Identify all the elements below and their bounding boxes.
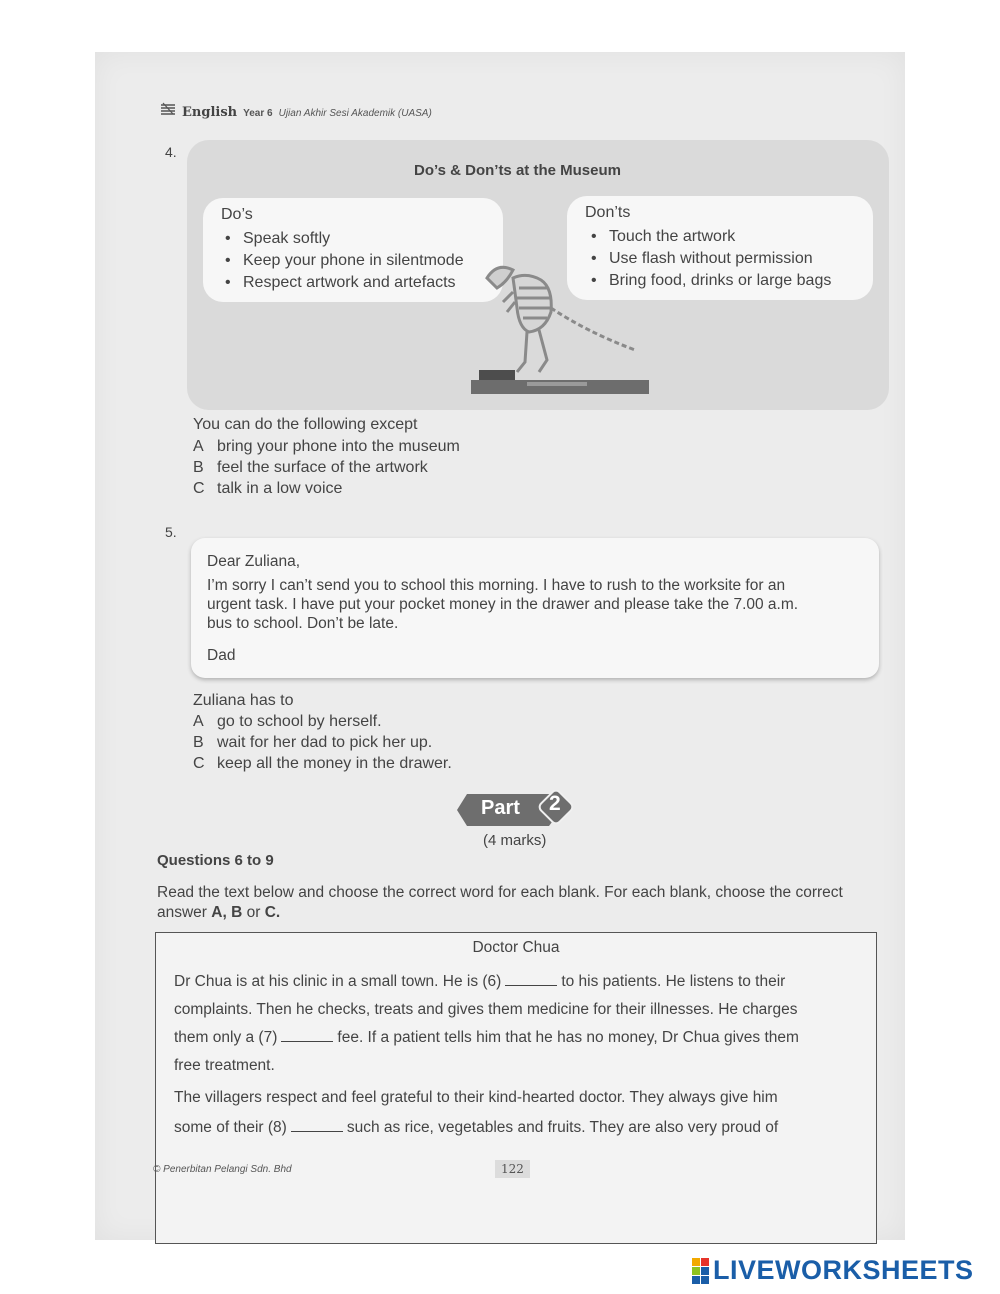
museum-title: Do’s & Don’ts at the Museum	[414, 162, 621, 179]
liveworksheets-logo-icon	[692, 1258, 709, 1284]
note-body-line: bus to school. Don’t be late.	[207, 615, 399, 632]
question-4-options	[193, 436, 460, 499]
option-text: bring your phone into the museum	[217, 438, 460, 455]
passage-text: to his patients. He listens to their	[561, 973, 786, 990]
passage-text: fee. If a patient tells him that he has no money, Dr Chua gives them	[337, 1029, 799, 1046]
option-letter: B	[193, 459, 204, 476]
passage-title: Doctor Chua	[472, 939, 560, 956]
blank-7-input[interactable]	[281, 1031, 333, 1042]
donts-item: • Touch the artwork	[609, 226, 831, 248]
dos-list	[223, 228, 464, 294]
note-body-line: I’m sorry I can’t send you to school this morning. I have to rush to the worksite for an	[207, 577, 786, 594]
part-marks: (4 marks)	[483, 832, 547, 849]
option-text: talk in a low voice	[217, 480, 343, 497]
dos-item: • Keep your phone in silentmode	[243, 250, 464, 272]
header-exam: Ujian Akhir Sesi Akademik (UASA)	[278, 108, 432, 119]
part-label: Part	[481, 797, 520, 819]
passage-line-5: The villagers respect and feel grateful to their kind-hearted doctor. They always give him	[174, 1089, 778, 1106]
question-5-options	[193, 711, 452, 774]
option-c[interactable]	[193, 753, 452, 774]
dos-item: • Respect artwork and artefacts	[243, 272, 464, 294]
option-letter: A	[193, 713, 204, 730]
dos-title: Do’s	[221, 206, 253, 223]
passage-text: such as rice, vegetables and fruits. They are also very proud of	[346, 1119, 779, 1136]
option-letter: C	[193, 755, 205, 772]
donts-item: • Use flash without permission	[609, 248, 831, 270]
option-letter: C	[193, 480, 205, 497]
passage-line-4: free treatment.	[174, 1057, 275, 1074]
questions-heading: Questions 6 to 9	[157, 852, 274, 869]
option-letter: A	[193, 438, 204, 455]
book-icon	[160, 102, 176, 116]
option-text: keep all the money in the drawer.	[217, 755, 452, 772]
blank-8-input[interactable]	[291, 1121, 343, 1132]
instruction-text: answer	[157, 904, 212, 921]
option-b[interactable]	[193, 732, 452, 753]
instruction-line-2	[157, 902, 280, 923]
part-number: 2	[549, 792, 561, 815]
publisher-footer: © Penerbitan Pelangi Sdn. Bhd	[153, 1164, 292, 1175]
note-card	[191, 538, 879, 678]
note-signoff: Dad	[207, 647, 236, 664]
question-4-stem: You can do the following except	[193, 416, 418, 433]
option-a[interactable]	[193, 711, 452, 732]
brand-name: LIVEWORKSHEETS	[713, 1255, 974, 1285]
passage-text: Dr Chua is at his clinic in a small town. He is (6)	[174, 973, 502, 990]
passage-line-3	[174, 1029, 799, 1047]
option-a[interactable]	[193, 436, 460, 457]
header-subject: English	[182, 105, 238, 120]
instruction-line-1: Read the text below and choose the correct word for each blank. For each blank, choose the correct	[157, 884, 843, 901]
instruction-answer-c: C.	[264, 904, 281, 921]
liveworksheets-brand[interactable]	[692, 1255, 974, 1286]
part-badge	[457, 790, 567, 826]
option-c[interactable]	[193, 478, 460, 499]
passage-text: some of their (8)	[174, 1119, 287, 1136]
passage-line-1	[174, 973, 785, 991]
passage-text: them only a (7)	[174, 1029, 278, 1046]
instruction-answer-ab: A, B	[211, 904, 243, 921]
donts-item: • Bring food, drinks or large bags	[609, 270, 831, 292]
note-body-line: urgent task. I have put your pocket money in the drawer and please take the 7.00 a.m.	[207, 596, 799, 613]
note-salutation: Dear Zuliana,	[207, 553, 301, 570]
passage-line-2: complaints. Then he checks, treats and gives them medicine for their illnesses. He charges	[174, 1001, 798, 1018]
worksheet-page	[95, 52, 905, 1240]
question-5-number: 5.	[165, 524, 177, 540]
donts-title: Don’ts	[585, 204, 631, 221]
passage-box	[155, 932, 877, 1244]
page-header	[160, 102, 432, 120]
passage-line-6	[174, 1119, 778, 1137]
dos-item: • Speak softly	[243, 228, 464, 250]
dinosaur-skeleton-illustration	[467, 242, 657, 402]
option-text: go to school by herself.	[217, 713, 382, 730]
blank-6-input[interactable]	[505, 975, 557, 986]
page-number: 122	[495, 1160, 530, 1178]
question-5-stem: Zuliana has to	[193, 692, 294, 709]
header-year: Year 6	[243, 108, 273, 119]
option-b[interactable]	[193, 457, 460, 478]
option-text: wait for her dad to pick her up.	[217, 734, 433, 751]
dos-card	[203, 198, 503, 302]
option-letter: B	[193, 734, 204, 751]
option-text: feel the surface of the artwork	[217, 459, 428, 476]
question-4-number: 4.	[165, 144, 177, 160]
instruction-text: or	[242, 904, 265, 921]
